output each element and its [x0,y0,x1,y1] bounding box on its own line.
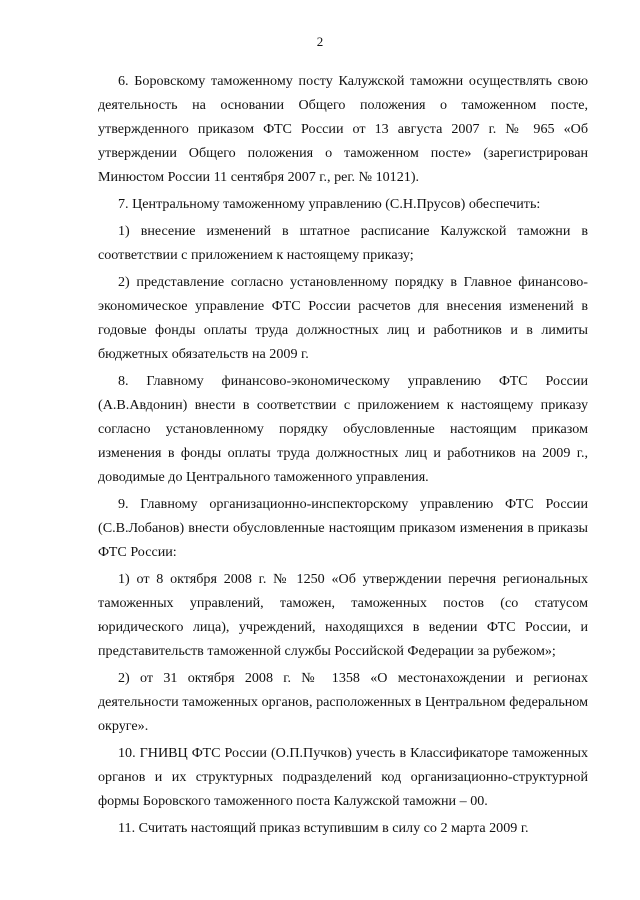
paragraph-6: 6. Боровскому таможенному посту Калужской таможни осуществлять свою деятельность на основании Общего положения о таможенном посте, утвержденного приказом ФТС России от 13 августа 2007 г. № 965 «Об утверждении Общего положения о таможенном посте» (зарегистрирован Минюстом России 11 сентября 2007 г., рег. № 10121). [98,73,588,185]
paragraph-9-item-2: 2) от 31 октября 2008 г. № 1358 «О местонахождении и регионах деятельности таможенных органов, расположенных в Центральном федеральном округе». [98,670,588,734]
paragraph-9: 9. Главному организационно-инспекторскому управлению ФТС России (С.В.Лобанов) внести обусловленные настоящим приказом изменения в приказы ФТС России: [98,496,588,560]
paragraph-7-item-1: 1) внесение изменений в штатное расписание Калужской таможни в соответствии с приложением к настоящему приказу; [98,223,588,263]
paragraph-10: 10. ГНИВЦ ФТС России (О.П.Пучков) учесть в Классификаторе таможенных органов и их структурных подразделений код организационно-структурной формы Боровского таможенного поста Калужской таможни – 00. [98,745,588,809]
paragraph-8: 8. Главному финансово-экономическому управлению ФТС России (А.В.Авдонин) внести в соответствии с приложением к настоящему приказу согласно установленному порядку обусловленные настоящим приказом изменения в фонды оплаты труда должностных лиц и работников на 2009 г., доводимые до Центрального таможенного управления. [98,373,588,485]
document-body [98,69,588,843]
paragraph-7: 7. Центральному таможенному управлению (С.Н.Прусов) обеспечить: [118,196,541,212]
paragraph-11: 11. Считать настоящий приказ вступившим в силу со 2 марта 2009 г. [118,820,529,836]
paragraph-9-item-1: 1) от 8 октября 2008 г. № 1250 «Об утверждении перечня региональных таможенных управлений, таможен, таможенных постов (со статусом юридического лица), учреждений, находящихся в ведении ФТС России, и представительств таможенной службы Российской Федерации за рубежом»; [98,571,588,659]
paragraph-7-item-2: 2) представление согласно установленному порядку в Главное финансово-экономическое управление ФТС России расчетов для внесения изменений в годовые фонды оплаты труда должностных лиц и работников и в лимиты бюджетных обязательств на 2009 г. [98,274,588,362]
page-number: 2 [316,34,324,49]
